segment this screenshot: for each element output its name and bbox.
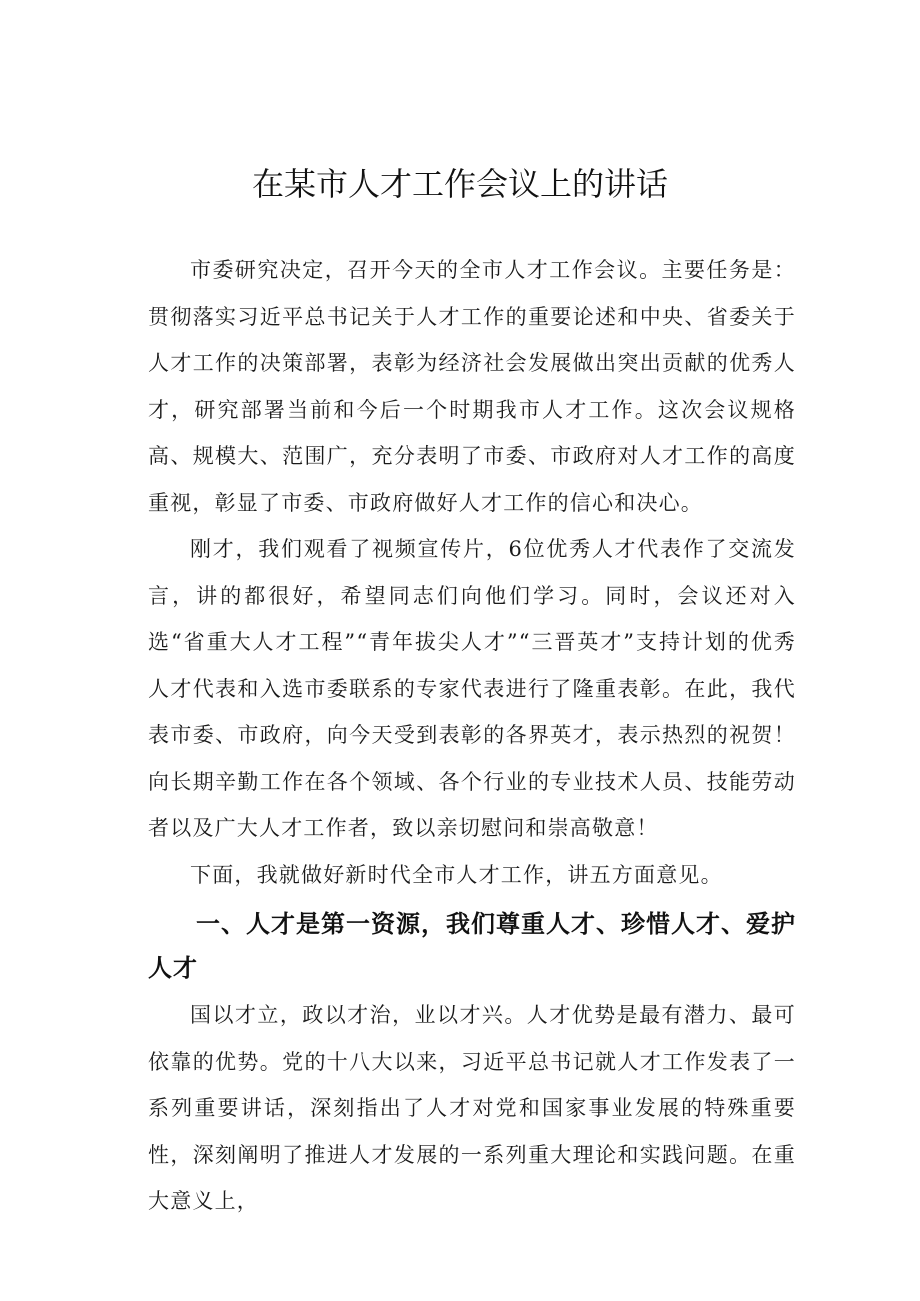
paragraph-commendation: 刚才，我们观看了视频宣传片，6位优秀人才代表作了交流发言，讲的都很好，希望同志们向他们学习。同时，会议还对入选“省重大人才工程”“青年拔尖人才”“三晋英才”支持计划的优秀人才代表和入选市委联系的专家代表进行了隆重表彰。在此，我代表市委、市政府，向今天受到表彰的各界英才，表示热烈的祝贺！向长期辛勤工作在各个领域、各个行业的专业技术人员、技能劳动者以及广大人才工作者，致以亲切慰问和崇高敬意！ xyxy=(148,537,796,840)
paragraph-section-1: 国以才立，政以才治，业以才兴。人才优势是最有潜力、最可依靠的优势。党的十八大以来，习近平总书记就人才工作发表了一系列重要讲话，深刻指出了人才对党和国家事业发展的特殊重要性，深刻阐明了推进人才发展的一系列重大理论和实践问题。在重大意义上， xyxy=(148,1003,796,1213)
section-heading-1: 一、人才是第一资源，我们尊重人才、珍惜人才、爱护人才 xyxy=(148,910,796,982)
paragraph-outline: 下面，我就做好新时代全市人才工作，讲五方面意见。 xyxy=(190,862,723,887)
document-body xyxy=(148,247,796,1225)
document-title: 在某市人才工作会议上的讲话 xyxy=(251,165,668,203)
paragraph-opening: 市委研究决定，召开今天的全市人才工作会议。主要任务是：贯彻落实习近平总书记关于人才工作的重要论述和中央、省委关于人才工作的决策部署，表彰为经济社会发展做出突出贡献的优秀人才，研究部署当前和今后一个时期我市人才工作。这次会议规格高、规模大、范围广，充分表明了市委、市政府对人才工作的高度重视，彰显了市委、市政府做好人才工作的信心和决心。 xyxy=(148,258,796,515)
